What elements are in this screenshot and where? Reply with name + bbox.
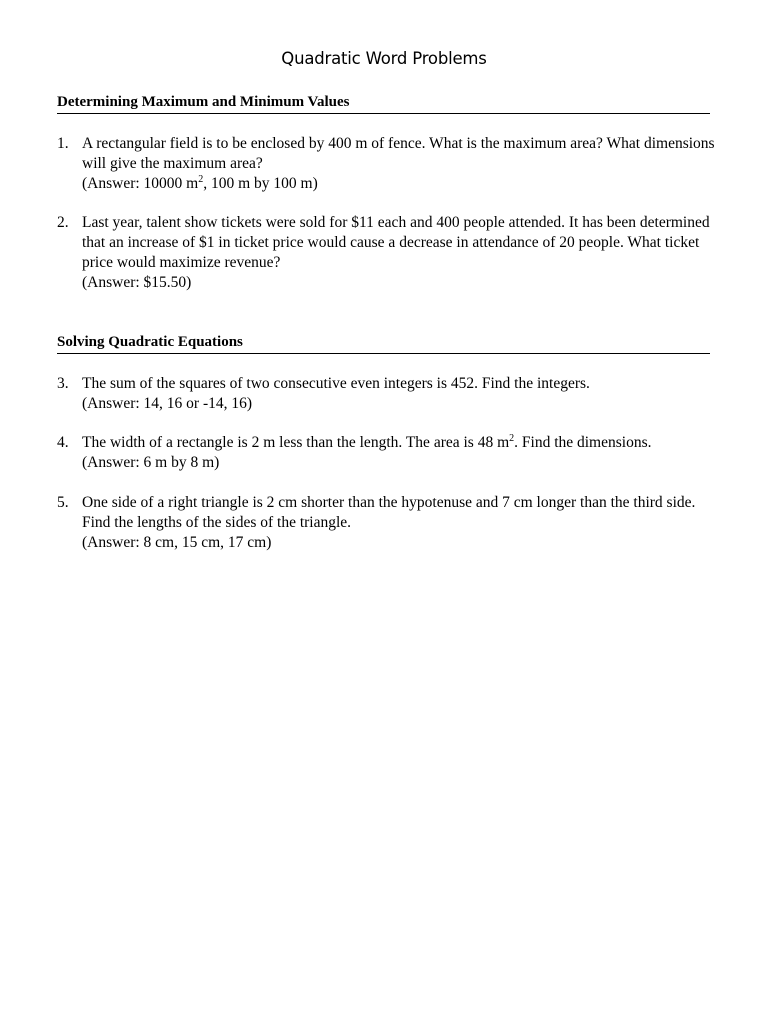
problem-number: 4. — [57, 434, 69, 451]
problem-4 — [57, 433, 717, 473]
problem-answer: (Answer: 6 m by 8 m) — [82, 454, 220, 471]
problem-text: Last year, talent show tickets were sold for $11 each and 400 people attended. It has been determined that an increase of $1 in ticket price would cause a decrease in attendance of 20 people. What ticket price would maximize revenue? — [82, 214, 710, 271]
answer-prefix: (Answer: 10000 m — [82, 175, 199, 192]
problem-text — [82, 433, 717, 453]
answer-suffix: , 100 m by 100 m) — [203, 175, 318, 192]
problem-number: 1. — [57, 135, 69, 152]
problem-number: 2. — [57, 214, 69, 231]
section-heading-solving-equations: Solving Quadratic Equations — [57, 333, 710, 354]
problem-3 — [57, 374, 717, 414]
problem-1 — [57, 134, 717, 194]
problem-answer — [82, 174, 717, 194]
problem-2 — [57, 213, 717, 293]
problem-number: 3. — [57, 375, 69, 392]
text-superscript: 2 — [509, 432, 515, 444]
problem-text: A rectangular field is to be enclosed by 400 m of fence. What is the maximum area? What dimensions will give the maximum area? — [82, 135, 715, 172]
problem-number: 5. — [57, 494, 69, 511]
text-suffix: . Find the dimensions. — [514, 434, 652, 451]
problem-text: The sum of the squares of two consecutive even integers is 452. Find the integers. — [82, 375, 590, 392]
problem-answer: (Answer: $15.50) — [82, 274, 192, 291]
problem-answer: (Answer: 14, 16 or -14, 16) — [82, 395, 253, 412]
document-title: Quadratic Word Problems — [281, 49, 487, 68]
answer-superscript: 2 — [198, 173, 204, 185]
problem-5 — [57, 493, 717, 553]
problem-text: One side of a right triangle is 2 cm shorter than the hypotenuse and 7 cm longer than the third side. Find the lengths of the sides of the triangle. — [82, 494, 696, 531]
section-heading-max-min: Determining Maximum and Minimum Values — [57, 93, 710, 114]
problem-answer: (Answer: 8 cm, 15 cm, 17 cm) — [82, 534, 272, 551]
text-prefix: The width of a rectangle is 2 m less than the length. The area is 48 m — [82, 434, 510, 451]
